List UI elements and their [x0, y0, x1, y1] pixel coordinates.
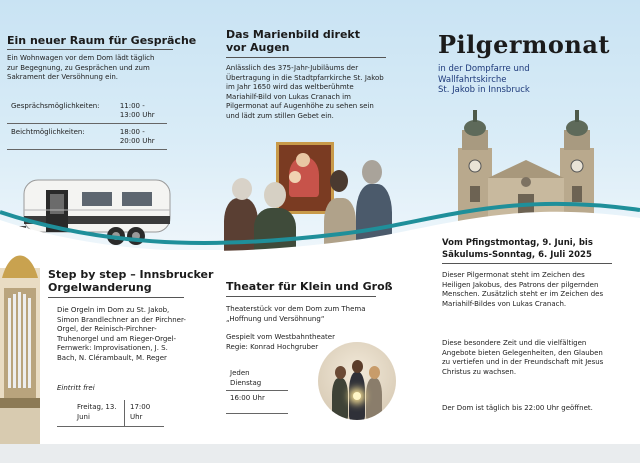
divider [442, 263, 612, 264]
theater-body: Theaterstück vor dem Dom zum Thema „Hoffnung und Versöhnung“ [226, 305, 366, 323]
divider [7, 49, 173, 50]
divider [124, 400, 125, 426]
divider [226, 57, 386, 58]
orgel-heading [48, 268, 213, 294]
dates-line2: Säkulums-Sonntag, 6. Juli 2025 [442, 250, 592, 260]
orgel-time: 17:00 Uhr [130, 403, 151, 421]
beichte-label: Beichtmöglichkeiten: [11, 128, 85, 136]
organ-image [0, 248, 40, 444]
divider [226, 390, 288, 391]
marienbild-heading-line1: Das Marienbild direkt [226, 28, 361, 41]
raum-heading: Ein neuer Raum für Gespräche [7, 34, 197, 47]
dates-paragraph-2: Diese besondere Zeit und die vielfältigen Angebote bieten Gelegenheiten, den Glauben zu vertiefen und in der Freundschaft mit Jesus Christus zu wachsen. [442, 339, 604, 376]
bottom-band [0, 444, 640, 463]
divider [226, 413, 288, 414]
theater-schedule [226, 366, 288, 414]
raum-body: Ein Wohnwagen vor dem Dom lädt täglich zur Begegnung, zu Gesprächen und zum Sakrament der Versöhnung ein. [7, 54, 155, 82]
orgel-body: Die Orgeln im Dom zu St. Jakob, Simon Brandlechner an der Pirchner-Orgel, der Reinisch-Pirchner-Truhenorgel und am Rieger-Orgel-Fernwerk: Improvisationen, J. S. Bach, N. Clérambault, M. Reger [57, 306, 186, 362]
dates-paragraph-3: Der Dom ist täglich bis 22:00 Uhr geöffnet. [442, 404, 593, 412]
subtitle-line1: in der Dompfarre und [438, 64, 530, 74]
theater-photo [318, 342, 396, 420]
raum-table [7, 101, 167, 150]
subtitle-line3: St. Jakob in Innsbruck [438, 85, 530, 95]
marienbild-heading-line2: vor Augen [226, 41, 290, 54]
dates-line1: Vom Pfingstmontag, 9. Juni, bis [442, 238, 593, 248]
gespraech-label: Gesprächsmöglichkeiten: [11, 102, 100, 110]
theater-director: Regie: Konrad Hochgruber [226, 343, 319, 351]
orgel-day: Freitag, 13. Juni [77, 403, 117, 421]
divider [226, 296, 376, 297]
orgel-heading-line2: Orgelwanderung [48, 281, 152, 294]
orgel-free: Eintritt frei [57, 384, 95, 392]
theater-day: Jeden Dienstag [230, 369, 262, 387]
theater-time: 16:00 Uhr [230, 394, 265, 402]
divider [48, 297, 184, 298]
orgel-schedule [57, 400, 164, 427]
subtitle-line2: Wallfahrtskirche [438, 74, 507, 85]
theater-play: Gespielt vom Westbahntheater [226, 333, 335, 341]
pilgermonat-title: Pilgermonat [438, 30, 610, 59]
theater-heading: Theater für Klein und Groß [226, 280, 393, 293]
pilgermonat-subtitle [438, 64, 530, 96]
marienbild-heading [226, 28, 360, 54]
beichte-value: 18:00 - 20:00 Uhr [119, 128, 155, 145]
orgel-heading-line1: Step by step – Innsbrucker [48, 268, 214, 281]
dates-heading [442, 237, 593, 261]
dates-paragraph-1: Dieser Pilgermonat steht im Zeichen des Heiligen Jakobus, des Patrons der pilgernden Menschen. Zusätzlich steht er im Zeichen des Mariahilf-Bildes von Lukas Cranach. [442, 271, 604, 308]
marienbild-body: Anlässlich des 375-Jahr-Jubiläums der Übertragung in die Stadtpfarrkirche St. Jakob im Jahr 1650 wird das weltberühmte Mariahilf-Bild von Lukas Cranach im Pilgermonat auf Augenhöhe zu sehen sein und lädt zum stillen Gebet ein. [226, 64, 384, 120]
gespraech-value: 11:00 - 13:00 Uhr [119, 102, 155, 119]
